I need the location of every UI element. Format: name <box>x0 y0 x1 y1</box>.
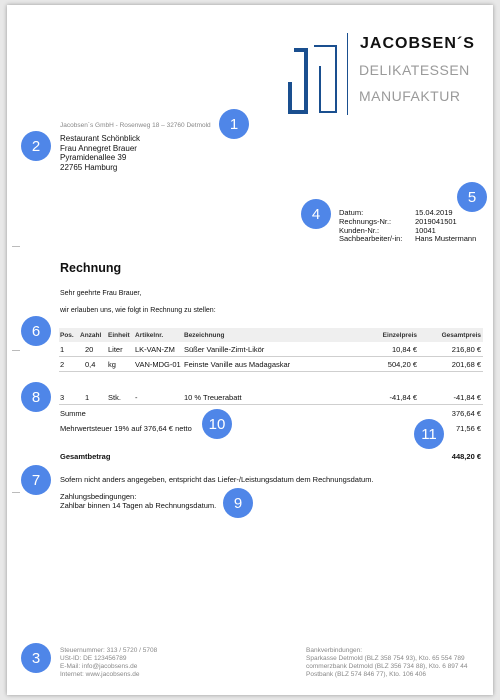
cell-qty: 0,4 <box>85 360 96 369</box>
callout-badge-3: 3 <box>21 643 51 673</box>
logo-subtitle-1: DELIKATESSEN <box>359 62 470 78</box>
footer-line: Internet: www.jacobsens.de <box>60 671 140 678</box>
cell-qty: 20 <box>85 345 94 354</box>
row-divider <box>59 371 483 372</box>
meta-label: Kunden-Nr.: <box>339 225 380 235</box>
cell-unit-price: 504,20 € <box>387 360 417 369</box>
callout-badge-5: 5 <box>457 182 487 212</box>
cell-article: - <box>135 393 138 402</box>
cell-unit: Liter <box>108 345 123 354</box>
meta-value: 15.04.2019 <box>415 208 453 217</box>
recipient-line: Pyramidenallee 39 <box>60 153 127 162</box>
col-header-article: Artikelnr. <box>135 332 164 339</box>
gesamt-value: 448,20 € <box>451 452 481 461</box>
invoice-title: Rechnung <box>60 261 122 275</box>
sender-line: Jacobsen´s GmbH - Rosenweg 18 – 32760 Detmold <box>60 122 211 129</box>
cell-qty: 1 <box>85 393 90 402</box>
salutation: Sehr geehrte Frau Brauer, <box>60 290 142 297</box>
cell-article: VAN-MDG-01 <box>135 360 181 369</box>
footer-bank-info <box>306 647 468 679</box>
logo-subtitle-2: MANUFAKTUR <box>359 88 461 104</box>
footer-line: E-Mail: info@jacobsens.de <box>60 663 138 670</box>
col-header-desc: Bezeichnung <box>184 332 225 339</box>
punch-mark <box>12 350 20 351</box>
meta-labels <box>339 209 402 244</box>
meta-label: Rechnungs-Nr.: <box>339 216 392 226</box>
col-header-total: Gesamtpreis <box>441 332 481 339</box>
callout-badge-7: 7 <box>21 465 51 495</box>
fold-mark <box>12 246 20 247</box>
vat-label: Mehrwertsteuer 19% auf 376,64 € netto <box>60 424 192 433</box>
meta-label: Sachbearbeiter/-in: <box>339 234 403 244</box>
footer-line: Bankverbindungen: <box>306 647 363 654</box>
col-header-unit-price: Einzelpreis <box>382 332 417 339</box>
callout-badge-11: 11 <box>414 419 444 449</box>
recipient-line: Restaurant Schönblick <box>60 134 141 143</box>
recipient-address <box>60 134 140 172</box>
cell-desc: Süßer Vanille-Zimt-Likör <box>184 345 265 354</box>
callout-badge-8: 8 <box>21 382 51 412</box>
summe-value: 376,64 € <box>451 409 481 418</box>
col-header-qty: Anzahl <box>80 332 102 339</box>
row-divider <box>59 356 483 357</box>
callout-badge-10: 10 <box>202 409 232 439</box>
payment-title: Zahlungsbedingungen: <box>60 492 137 501</box>
footer-tax-info <box>60 647 157 679</box>
cell-article: LK-VAN-ZM <box>135 345 175 354</box>
vat-value: 71,56 € <box>455 424 481 433</box>
callout-badge-9: 9 <box>223 488 253 518</box>
cell-desc: 10 % Treuerabatt <box>184 393 242 402</box>
logo-title: JACOBSEN´S <box>360 35 475 52</box>
callout-badge-6: 6 <box>21 316 51 346</box>
cell-unit: Stk. <box>108 393 121 402</box>
cell-total: -41,84 € <box>453 393 481 402</box>
footer-line: Sparkasse Detmold (BLZ 358 754 93), Kto. 65 554 789 <box>306 655 465 662</box>
gesamt-label: Gesamtbetrag <box>60 452 111 461</box>
cell-total: 216,80 € <box>451 345 481 354</box>
fold-mark <box>12 492 20 493</box>
meta-value: Hans Mustermann <box>415 234 477 244</box>
invoice-page <box>7 5 493 695</box>
cell-desc: Feinste Vanille aus Madagaskar <box>184 360 291 369</box>
callout-badge-4: 4 <box>301 199 331 229</box>
col-header-unit: Einheit <box>108 332 130 339</box>
footer-line: Postbank (BLZ 574 846 77), Kto. 106 406 <box>306 671 426 678</box>
cell-total: 201,68 € <box>451 360 481 369</box>
delivery-note: Sofern nicht anders angegeben, entspricht das Liefer-/Leistungsdatum dem Rechnungsdatum. <box>60 475 374 484</box>
cell-unit-price: -41,84 € <box>389 393 417 402</box>
cell-pos: 3 <box>60 393 65 402</box>
recipient-line: 22765 Hamburg <box>60 162 118 172</box>
cell-unit-price: 10,84 € <box>391 345 417 354</box>
col-header-pos: Pos. <box>60 332 74 339</box>
meta-value: 10041 <box>415 225 436 235</box>
logo-mark-icon <box>284 38 342 120</box>
payment-terms: Zahlbar binnen 14 Tagen ab Rechnungsdatum. <box>60 501 217 510</box>
footer-line: Steuernummer: 313 / 5720 / 5708 <box>60 647 158 654</box>
meta-label: Datum: <box>339 208 364 217</box>
meta-values <box>415 209 476 244</box>
row-divider <box>59 404 483 405</box>
cell-pos: 2 <box>60 360 65 369</box>
meta-value: 2019041501 <box>415 216 457 226</box>
callout-badge-1: 1 <box>219 109 249 139</box>
logo-divider <box>347 33 348 115</box>
callout-badge-2: 2 <box>21 131 51 161</box>
footer-line: commerzbank Detmold (BLZ 356 734 88), Kto. 6 897 44 <box>306 663 468 670</box>
intro-text: wir erlauben uns, wie folgt in Rechnung zu stellen: <box>60 307 216 314</box>
cell-unit: kg <box>108 360 116 369</box>
footer-line: USt-ID: DE 123456789 <box>60 655 127 662</box>
summe-label: Summe <box>60 409 86 418</box>
cell-pos: 1 <box>60 345 65 354</box>
recipient-line: Frau Annegret Brauer <box>60 143 137 153</box>
